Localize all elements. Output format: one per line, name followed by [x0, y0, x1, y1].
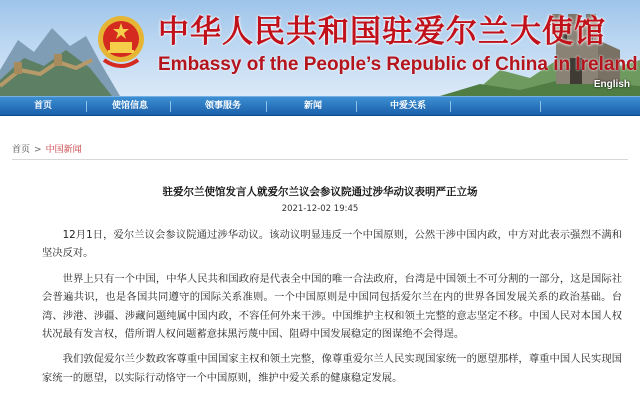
breadcrumb-arrow: > — [34, 145, 42, 155]
nav-item-china-ireland-relations[interactable]: 中爱关系 — [390, 101, 427, 111]
article-date: 2021-12-02 19:45 — [281, 204, 359, 214]
nav-separator — [356, 101, 357, 112]
nav-separator — [170, 101, 171, 112]
article-paragraph: 我们敦促爱尔兰少数政客尊重中国国家主权和领土完整，像尊重爱尔兰人民实现国家统一的愿望那样，尊重中国人民实现国家统一的愿望，以实际行动恪守一个中国原则，维护中爱关系的健康稳定发展。 — [42, 353, 622, 384]
article-title: 驻爱尔兰使馆发言人就爱尔兰议会参议院通过涉华动议表明严正立场 — [162, 186, 478, 198]
nav-item-news[interactable]: 新闻 — [304, 101, 323, 111]
breadcrumb-home-link[interactable]: 首页 — [12, 145, 31, 155]
english-language-link[interactable]: English — [593, 79, 630, 90]
nav-separator — [450, 101, 451, 112]
main-nav — [0, 96, 640, 116]
breadcrumb — [12, 143, 82, 157]
breadcrumb-divider — [12, 159, 628, 160]
breadcrumb-current-link[interactable]: 中国新闻 — [45, 145, 82, 155]
nav-separator — [540, 101, 541, 112]
nav-separator — [86, 101, 87, 112]
nav-item-home[interactable]: 首页 — [34, 101, 53, 111]
nav-item-consular-services[interactable]: 领事服务 — [205, 101, 242, 111]
site-title-cn: 中华人民共和国驻爱尔兰大使馆 — [158, 14, 606, 50]
article-body — [42, 226, 622, 394]
header-banner — [0, 0, 640, 96]
article-paragraph: 12月1日，爱尔兰议会参议院通过涉华动议。该动议明显违反一个中国原则，公然干涉中国内政，中方对此表示强烈不满和坚决反对。 — [42, 229, 622, 260]
nav-item-embassy-info[interactable]: 使馆信息 — [112, 101, 149, 111]
article-paragraph: 世界上只有一个中国，中华人民共和国政府是代表全中国的唯一合法政府，台湾是中国领土不可分割的一部分，这是国际社会普遍共识，也是各国共同遵守的国际关系准则。一个中国原则是中国同包括爱尔兰在内的世界各国发展关系的政治基础。台湾、涉港、涉疆、涉藏问题纯属中国内政，不容任何外来干涉。中国维护主权和领土完整的意志坚定不移。中国人民对本国人权状况最有发言权，借所谓人权问题蓄意抹黑污蔑中国、阻碍中国发展稳定的图谋绝不会得逞。 — [42, 272, 622, 341]
site-title-en: Embassy of the People’s Republic of China in Ireland — [158, 54, 638, 75]
national-emblem-icon — [96, 12, 146, 72]
nav-separator — [266, 101, 267, 112]
